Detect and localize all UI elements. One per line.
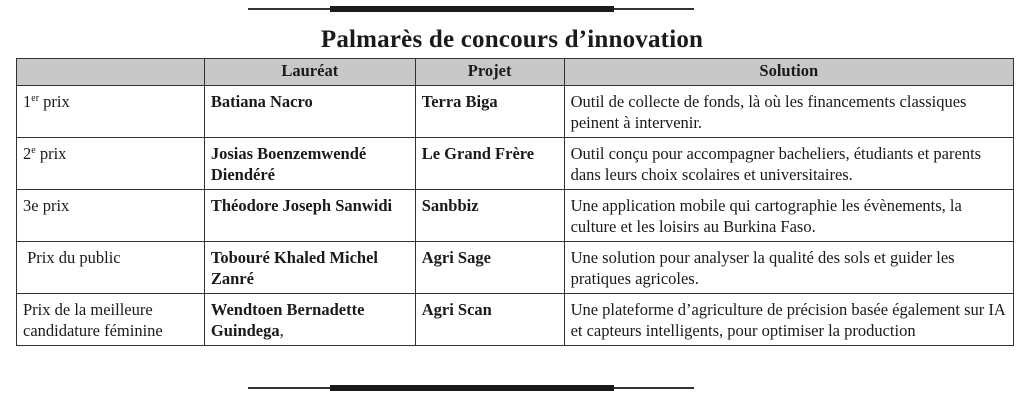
solution-cell: Outil conçu pour accompagner bacheliers, étudiants et parents dans leurs choix scolaires et universitaires.: [564, 138, 1013, 190]
table-row: [17, 138, 1014, 190]
header-prize: [17, 59, 205, 86]
project-cell: Agri Scan: [415, 294, 564, 346]
prize-cell: 2e prix: [17, 138, 205, 190]
top-divider-rule: [248, 8, 694, 10]
prize-cell: Prix du public: [17, 242, 205, 294]
awards-table: [16, 58, 1014, 346]
prize-cell: Prix de la meilleure candidature féminine: [17, 294, 205, 346]
project-cell: Terra Biga: [415, 86, 564, 138]
table-header-row: [17, 59, 1014, 86]
project-cell: Sanbbiz: [415, 190, 564, 242]
table-row: [17, 190, 1014, 242]
table-row: [17, 294, 1014, 346]
table-row: [17, 242, 1014, 294]
solution-cell: Une solution pour analyser la qualité des sols et guider les pratiques agricoles.: [564, 242, 1013, 294]
bottom-divider-rule: [248, 387, 694, 389]
table-row: [17, 86, 1014, 138]
header-project: Projet: [415, 59, 564, 86]
solution-cell: Une application mobile qui cartographie les évènements, la culture et les loisirs au Burkina Faso.: [564, 190, 1013, 242]
project-cell: Le Grand Frère: [415, 138, 564, 190]
project-cell: Agri Sage: [415, 242, 564, 294]
laureate-cell: Wendtoen Bernadette Guindega,: [204, 294, 415, 346]
laureate-cell: Batiana Nacro: [204, 86, 415, 138]
header-laureate: Lauréat: [204, 59, 415, 86]
prize-cell: 1er prix: [17, 86, 205, 138]
prize-cell: 3e prix: [17, 190, 205, 242]
laureate-cell: Théodore Joseph Sanwidi: [204, 190, 415, 242]
page-title: Palmarès de concours d’innovation: [320, 26, 704, 53]
solution-cell: Une plateforme d’agriculture de précision basée également sur IA et capteurs intelligents, pour optimiser la production: [564, 294, 1013, 346]
laureate-cell: Josias Boenzemwendé Diendéré: [204, 138, 415, 190]
solution-cell: Outil de collecte de fonds, là où les financements classiques peinent à intervenir.: [564, 86, 1013, 138]
laureate-cell: Tobouré Khaled Michel Zanré: [204, 242, 415, 294]
header-solution: Solution: [564, 59, 1013, 86]
